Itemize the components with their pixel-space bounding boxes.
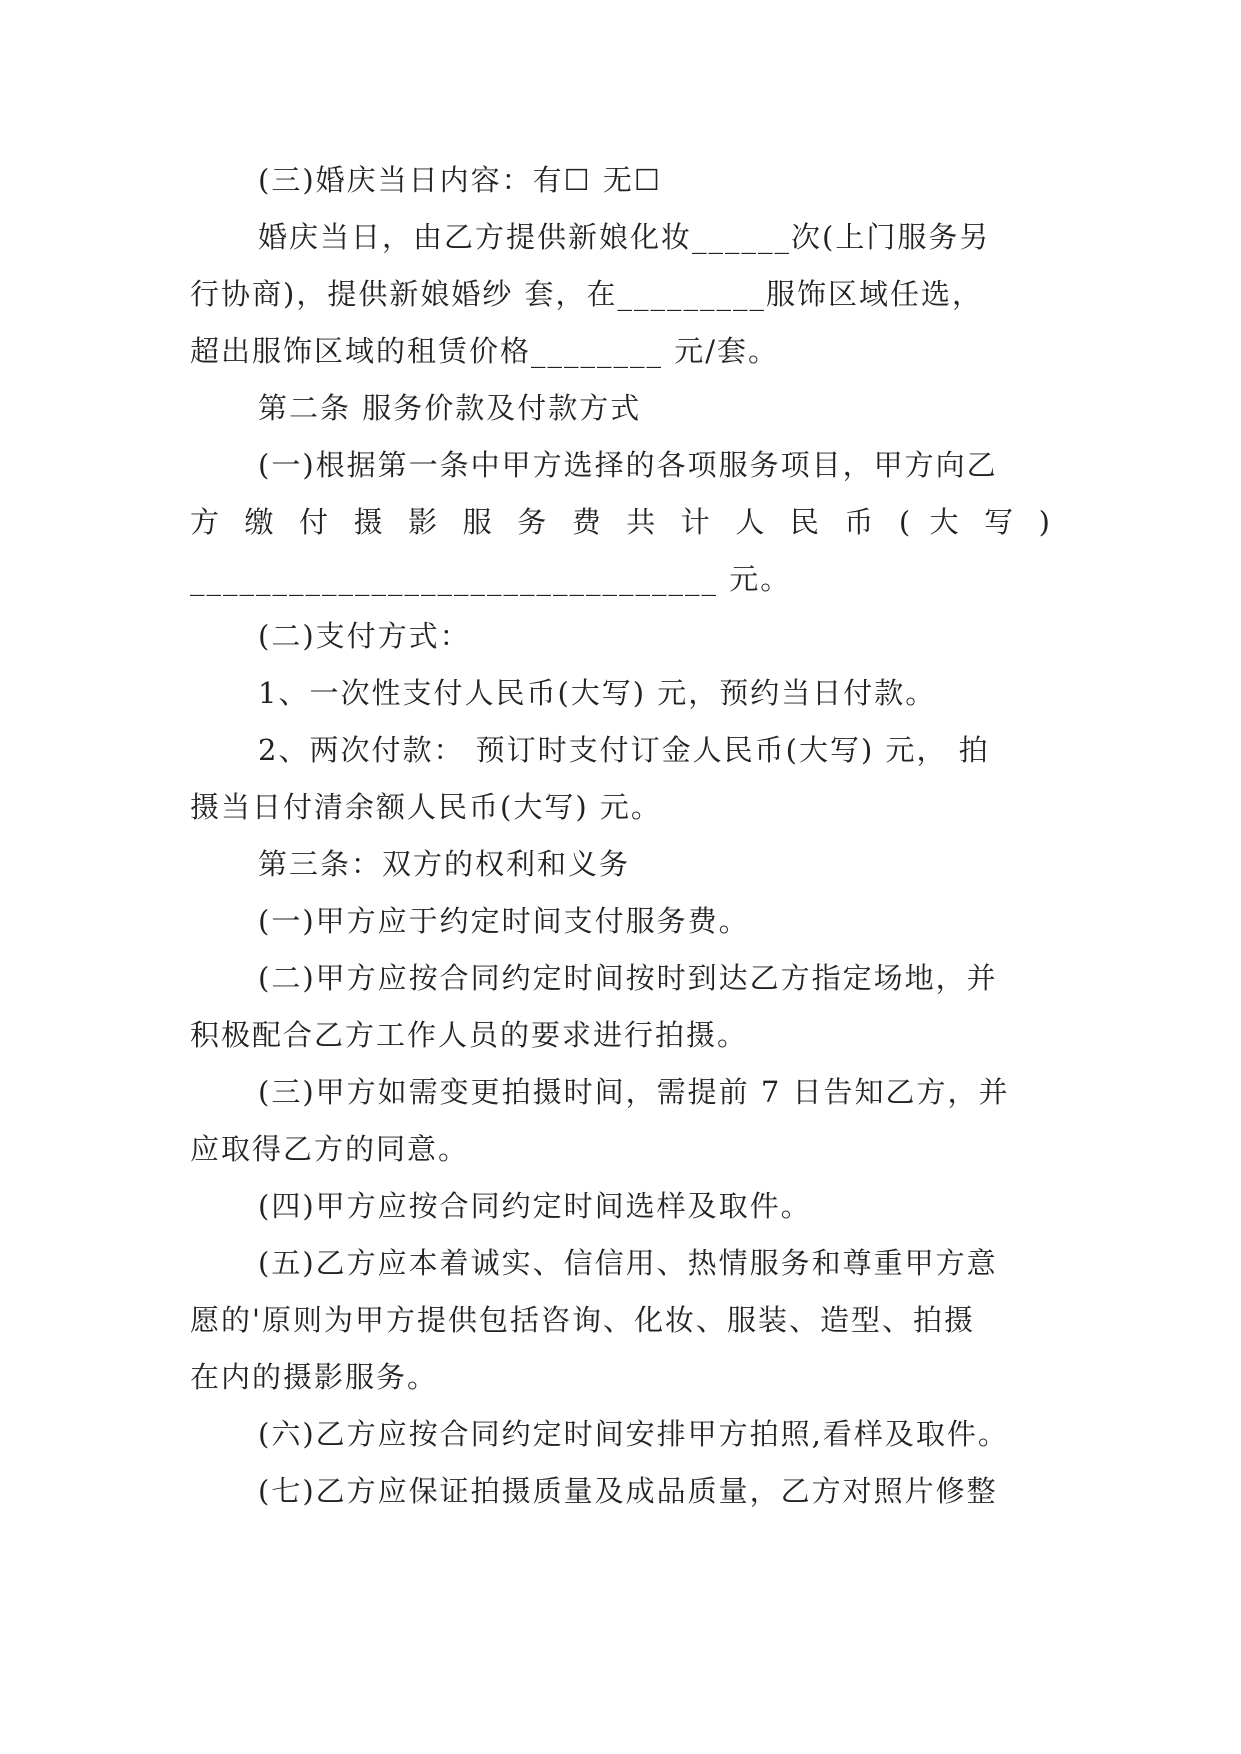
paragraph-line: (二)甲方应按合同约定时间按时到达乙方指定场地，并 <box>258 961 998 995</box>
article-3-heading: 第三条：双方的权利和义务 <box>258 847 631 881</box>
paragraph-line: ________________________________ 元。 <box>190 562 792 596</box>
paragraph-line: (三)甲方如需变更拍摄时间，需提前 7 日告知乙方，并 <box>258 1075 1010 1109</box>
paragraph-line: (一)根据第一条中甲方选择的各项服务项目，甲方向乙 <box>258 448 998 482</box>
paragraph-line: 超出服饰区域的租赁价格________ 元/套。 <box>190 334 779 368</box>
paragraph-line: 行协商)，提供新娘婚纱 套，在_________服饰区域任选， <box>190 277 984 311</box>
paragraph-line: (六)乙方应按合同约定时间安排甲方拍照,看样及取件。 <box>258 1417 1009 1451</box>
paragraph-line: 积极配合乙方工作人员的要求进行拍摄。 <box>190 1018 749 1052</box>
paragraph-line: (七)乙方应保证拍摄质量及成品质量，乙方对照片修整 <box>258 1474 998 1508</box>
paragraph-line: 方 缴 付 摄 影 服 务 费 共 计 人 民 币 ( 大 写 ) <box>190 505 1052 539</box>
clause-3-wedding-day-content: (三)婚庆当日内容：有☐ 无☐ <box>258 163 662 197</box>
paragraph-line: 2、两次付款： 预订时支付订金人民币(大写) 元， 拍 <box>258 733 990 767</box>
paragraph-line: 愿的'原则为甲方提供包括咨询、化妆、服装、造型、拍摄 <box>190 1303 975 1337</box>
paragraph-line: 1、一次性支付人民币(大写) 元，预约当日付款。 <box>258 676 937 710</box>
paragraph-line: 婚庆当日，由乙方提供新娘化妆______次(上门服务另 <box>258 220 991 254</box>
paragraph-line: 在内的摄影服务。 <box>190 1360 439 1394</box>
payment-method-heading: (二)支付方式： <box>258 619 471 653</box>
paragraph-line: 摄当日付清余额人民币(大写) 元。 <box>190 790 662 824</box>
paragraph-line: (四)甲方应按合同约定时间选样及取件。 <box>258 1189 812 1223</box>
paragraph-line: (一)甲方应于约定时间支付服务费。 <box>258 904 750 938</box>
paragraph-line: (五)乙方应本着诚实、信信用、热情服务和尊重甲方意 <box>258 1246 998 1280</box>
article-2-heading: 第二条 服务价款及付款方式 <box>258 391 642 425</box>
paragraph-line: 应取得乙方的同意。 <box>190 1132 470 1166</box>
